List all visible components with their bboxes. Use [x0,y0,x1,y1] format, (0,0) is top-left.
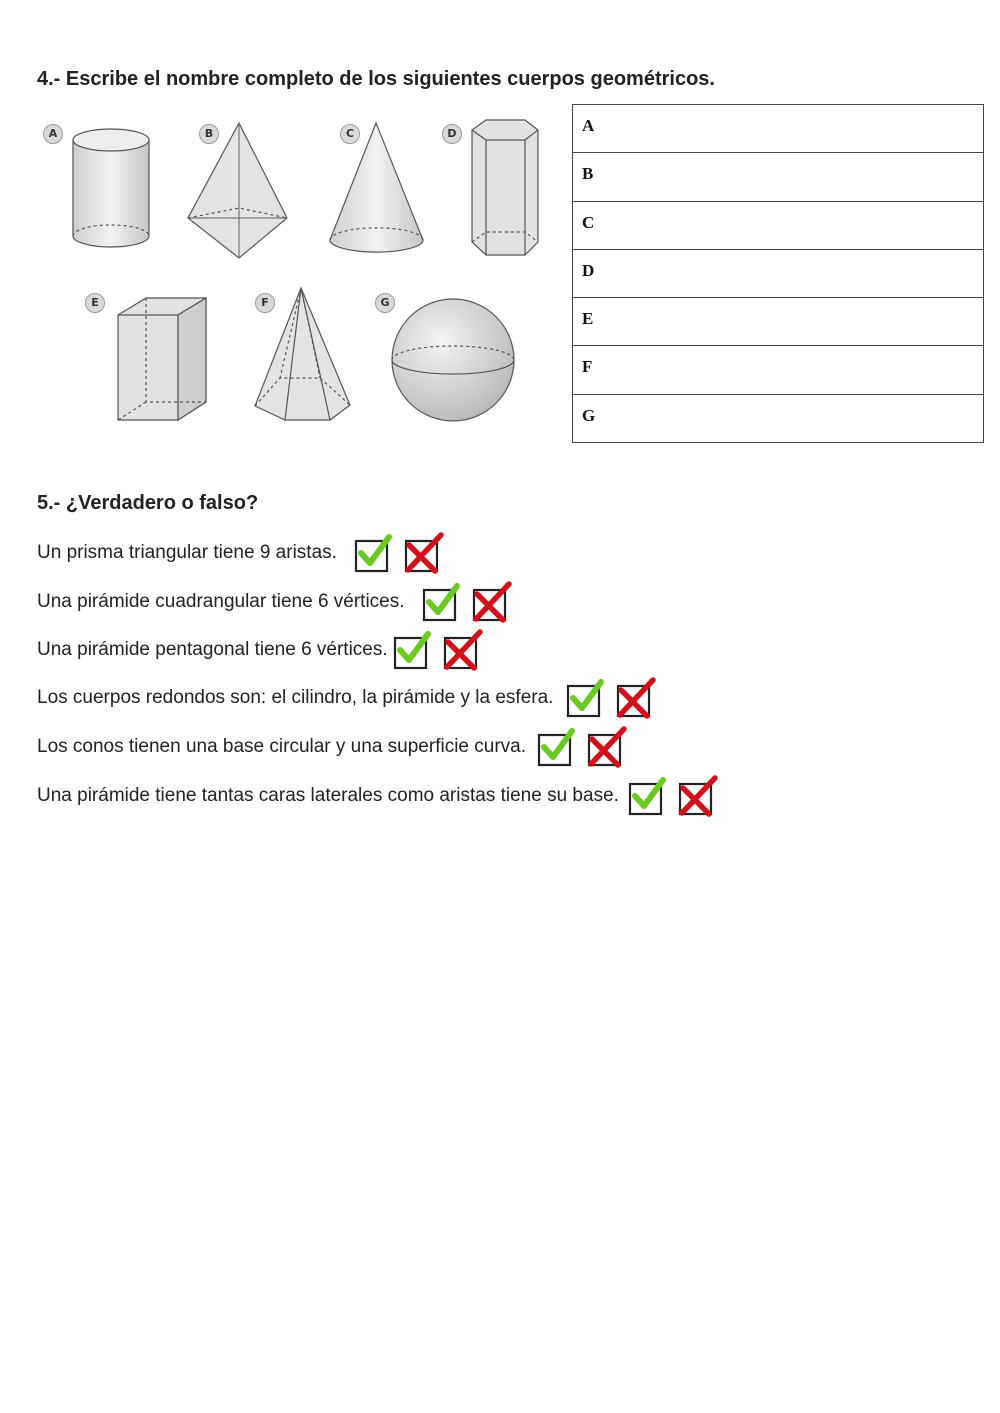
tf-statement [37,630,484,670]
false-cross-icon[interactable] [586,726,628,768]
true-check-icon[interactable] [627,775,669,817]
hexagonal-prism-icon [472,120,538,255]
true-check-icon[interactable] [353,532,395,574]
answer-letter-c: C [582,212,595,232]
shape-label-d: D [442,124,462,144]
answer-row-e[interactable] [573,298,983,346]
tf-statement [37,776,719,816]
false-cross-icon[interactable] [471,581,513,623]
answer-row-b[interactable] [573,153,983,201]
answer-letter-d: D [582,260,595,280]
answer-row-f[interactable] [573,346,983,394]
shapes-illustration [35,110,565,440]
rectangular-prism-icon [118,298,206,420]
statement-text: Los cuerpos redondos son: el cilindro, la pirámide y la esfera. [37,687,554,708]
shape-label-g: G [375,293,395,313]
false-cross-icon[interactable] [442,629,484,671]
false-cross-icon[interactable] [403,532,445,574]
false-cross-icon[interactable] [677,775,719,817]
statement-text: Una pirámide cuadrangular tiene 6 vértices. [37,591,405,612]
question-5-title: 5.- ¿Verdadero o falso? [37,492,259,514]
statement-text: Una pirámide pentagonal tiene 6 vértices. [37,639,388,660]
false-cross-icon[interactable] [615,677,657,719]
answer-letter-f: F [582,357,593,377]
statement-text: Un prisma triangular tiene 9 aristas. [37,542,337,563]
answer-row-c[interactable] [573,202,983,250]
answer-letter-b: B [582,164,594,184]
shape-label-f: F [255,293,275,313]
true-check-icon[interactable] [565,677,607,719]
tf-statement [37,678,657,718]
tf-statement [37,533,445,573]
cylinder-icon [73,129,149,247]
shape-label-c: C [340,124,360,144]
true-check-icon[interactable] [421,581,463,623]
answer-table [572,104,984,443]
answer-letter-g: G [582,405,596,425]
true-check-icon[interactable] [536,726,578,768]
tf-statement [37,582,513,622]
shape-label-a: A [43,124,63,144]
answer-row-a[interactable] [573,105,983,153]
answer-letter-e: E [582,309,594,329]
statement-text: Una pirámide tiene tantas caras laterales como aristas tiene su base. [37,785,619,806]
sphere-icon [392,299,514,421]
shape-label-e: E [85,293,105,313]
true-check-icon[interactable] [392,629,434,671]
answer-letter-a: A [582,116,595,135]
answer-row-d[interactable] [573,250,983,298]
answer-row-g[interactable] [573,395,983,443]
statement-text: Los conos tienen una base circular y una superficie curva. [37,736,526,757]
question-4-title: 4.- Escribe el nombre completo de los siguientes cuerpos geométricos. [37,68,715,90]
shapes-figure [35,110,565,440]
tf-statement [37,727,628,767]
square-bipyramid-icon [188,123,287,258]
shape-label-b: B [199,124,219,144]
